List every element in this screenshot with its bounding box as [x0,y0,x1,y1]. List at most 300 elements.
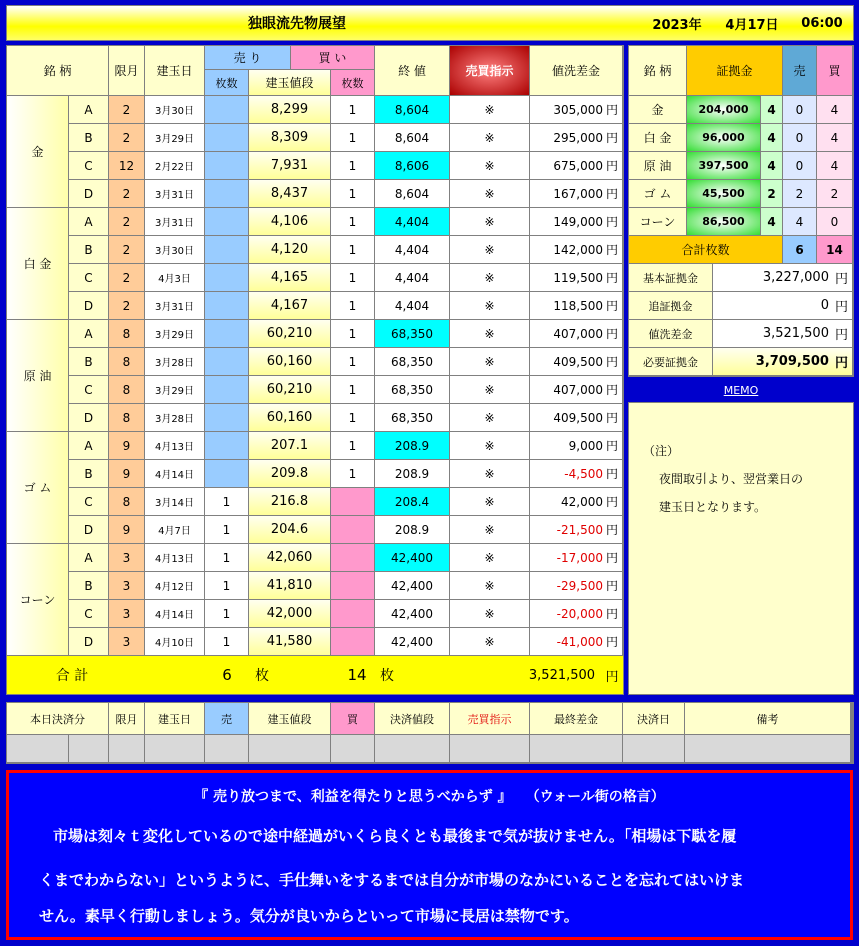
sub-contract: D [69,404,109,432]
instruction-mark[interactable]: ※ [450,544,530,572]
close-price: 208.9 [375,516,450,544]
quote-title: 『 売り放つまで、利益を得たりと思うべからず 』 （ウォール街の格言） [194,789,665,805]
memo-line: （注） [643,444,680,458]
buy-count [331,572,375,600]
contract-month: 3 [109,544,145,572]
settled-table [6,702,854,764]
contract-month: 8 [109,376,145,404]
buy-count [331,600,375,628]
open-date: 3月31日 [145,180,205,208]
sub-contract: A [69,320,109,348]
open-date: 3月29日 [145,124,205,152]
margin-sell: 2 [783,180,817,208]
sub-contract: D [69,516,109,544]
settled-header: 限月 [109,703,145,735]
buy-count: 1 [331,460,375,488]
diff-cell [530,320,623,348]
open-date: 3月29日 [145,320,205,348]
header-month: 限月 [109,46,145,96]
open-price: 4,165 [249,264,331,292]
open-price: 4,106 [249,208,331,236]
contract-month: 3 [109,628,145,656]
summary-value: 3,521,500 [762,326,829,341]
yen-unit: 円 [834,300,848,315]
open-date: 3月31日 [145,208,205,236]
margin-brand: 原 油 [629,152,687,180]
sub-contract: D [69,628,109,656]
summary-label: 必要証拠金 [629,348,713,376]
summary-label: 値洗差金 [629,320,713,348]
diff-value: -21,500 [556,522,603,537]
sell-count [205,264,249,292]
summary-value: 3,709,500 [755,354,829,369]
settled-cell [145,735,205,763]
open-price: 209.8 [249,460,331,488]
sell-count [205,292,249,320]
yen-unit: 円 [605,439,618,453]
summary-value-cell [713,292,853,320]
sell-count [205,460,249,488]
close-price: 4,404 [375,292,450,320]
yen-unit: 円 [834,328,848,343]
margin-multiplier: 4 [761,152,783,180]
margin-multiplier: 4 [761,208,783,236]
buy-count: 1 [331,124,375,152]
sell-count: 1 [205,572,249,600]
summary-value: 3,227,000 [762,270,829,285]
diff-value: 305,000 [553,102,603,117]
sub-contract: B [69,572,109,600]
open-price: 60,160 [249,404,331,432]
open-price: 204.6 [249,516,331,544]
settled-cell [530,735,623,763]
instruction-mark[interactable]: ※ [450,460,530,488]
yen-unit: 円 [605,299,618,313]
yen-unit: 円 [605,383,618,397]
sell-count [205,404,249,432]
diff-value: -20,000 [556,606,603,621]
yen-unit: 円 [605,131,618,145]
close-price: 8,606 [375,152,450,180]
instruction-mark[interactable]: ※ [450,320,530,348]
quote-panel [6,770,853,940]
diff-cell [530,572,623,600]
sub-contract: B [69,236,109,264]
open-price: 60,160 [249,348,331,376]
sell-count [205,432,249,460]
open-price: 60,210 [249,376,331,404]
close-price: 4,404 [375,264,450,292]
sell-count [205,208,249,236]
header-open-date: 建玉日 [145,46,205,96]
margin-total-sell: 6 [783,236,817,264]
settled-cell [109,735,145,763]
diff-cell [530,348,623,376]
settled-header: 売 [205,703,249,735]
contract-month: 12 [109,152,145,180]
close-price: 4,404 [375,236,450,264]
diff-value: 42,000 [560,494,603,509]
sub-contract: C [69,488,109,516]
diff-value: 149,000 [553,214,603,229]
buy-count: 1 [331,180,375,208]
brand-name: 原 油 [7,320,69,432]
contract-month: 9 [109,432,145,460]
header-open-price: 建玉値段 [249,70,331,96]
diff-cell [530,236,623,264]
close-price: 42,400 [375,600,450,628]
page-title: 独眼流先物展望 [248,16,346,32]
yen-unit: 円 [605,495,618,509]
margin-multiplier: 2 [761,180,783,208]
close-price: 208.4 [375,488,450,516]
summary-value: 0 [820,298,829,313]
header-close: 終 値 [375,46,450,96]
header-buy-count: 枚数 [331,70,375,96]
yen-unit: 円 [605,579,618,593]
diff-cell [530,488,623,516]
total-sell-unit: 枚 [255,668,269,684]
summary-value-cell [713,348,853,376]
open-price: 207.1 [249,432,331,460]
buy-count: 1 [331,264,375,292]
date-label: 4月17日 [725,17,779,33]
instruction-mark[interactable]: ※ [450,208,530,236]
contract-month: 9 [109,516,145,544]
open-price: 8,437 [249,180,331,208]
open-date: 4月3日 [145,264,205,292]
margin-total-label: 合計枚数 [629,236,783,264]
sell-count [205,320,249,348]
sell-count [205,376,249,404]
sub-contract: A [69,208,109,236]
settled-header: 最終差金 [530,703,623,735]
sell-count [205,180,249,208]
total-buy-unit: 枚 [380,668,394,684]
margin-table [628,45,854,377]
total-label: 合 計 [55,668,89,684]
margin-value: 86,500 [687,208,761,236]
memo-header [628,380,854,400]
margin-buy: 0 [817,208,853,236]
diff-value: 142,000 [553,242,603,257]
margin-multiplier: 4 [761,124,783,152]
close-price: 68,350 [375,376,450,404]
close-price: 42,400 [375,572,450,600]
sub-contract: B [69,348,109,376]
diff-cell [530,180,623,208]
settled-header: 建玉値段 [249,703,331,735]
instruction-mark[interactable]: ※ [450,264,530,292]
total-diff: 3,521,500 [528,667,596,683]
yen-unit: 円 [605,551,618,565]
open-price: 42,060 [249,544,331,572]
buy-count: 1 [331,96,375,124]
settled-cell [205,735,249,763]
contract-month: 3 [109,572,145,600]
margin-brand: ゴ ム [629,180,687,208]
instruction-mark[interactable]: ※ [450,516,530,544]
buy-count: 1 [331,376,375,404]
settled-cell [249,735,331,763]
quote-line: 市場は刻々ｔ変化しているので途中経過がいくら良くとも最後まで気が抜けません。「相場は下駄を履 [53,827,737,845]
margin-brand: コーン [629,208,687,236]
margin-value: 45,500 [687,180,761,208]
diff-cell [530,264,623,292]
diff-cell [530,376,623,404]
buy-count: 1 [331,404,375,432]
sub-contract: C [69,600,109,628]
yen-unit: 円 [834,272,848,287]
diff-value: 407,000 [553,382,603,397]
instruction-mark[interactable]: ※ [450,600,530,628]
instruction-mark[interactable]: ※ [450,236,530,264]
yen-unit: 円 [605,215,618,229]
yen-unit: 円 [605,187,618,201]
instruction-mark[interactable]: ※ [450,432,530,460]
sub-contract: A [69,96,109,124]
open-price: 60,210 [249,320,331,348]
instruction-mark[interactable]: ※ [450,96,530,124]
settled-header: 決済日 [623,703,685,735]
contract-month: 2 [109,236,145,264]
instruction-mark[interactable]: ※ [450,152,530,180]
open-date: 3月28日 [145,348,205,376]
yen-unit: 円 [605,103,618,117]
diff-value: 409,500 [553,354,603,369]
buy-count [331,544,375,572]
open-date: 3月28日 [145,404,205,432]
brand-name: コーン [7,544,69,656]
settled-cell [623,735,685,763]
diff-cell [530,600,623,628]
sub-contract: C [69,264,109,292]
close-price: 208.9 [375,460,450,488]
yen-unit: 円 [605,243,618,257]
contract-month: 2 [109,124,145,152]
buy-count [331,628,375,656]
sub-contract: D [69,292,109,320]
sell-count [205,96,249,124]
margin-buy: 4 [817,152,853,180]
instruction-mark[interactable]: ※ [450,180,530,208]
sell-count: 1 [205,544,249,572]
diff-cell [530,404,623,432]
yen-unit: 円 [605,327,618,341]
close-price: 68,350 [375,348,450,376]
close-price: 68,350 [375,404,450,432]
margin-header-brand: 銘 柄 [629,46,687,96]
margin-buy: 4 [817,124,853,152]
open-price: 4,120 [249,236,331,264]
diff-value: 167,000 [553,186,603,201]
positions-table [6,45,624,695]
header-instruction: 売買指示 [450,46,530,96]
sell-count: 1 [205,516,249,544]
quote-line: せん。素早く行動しましょう。気分が良いからといって市場に長居は禁物です。 [39,907,579,925]
margin-value: 397,500 [687,152,761,180]
sell-count: 1 [205,628,249,656]
header-buy: 買 い [291,46,375,70]
open-date: 4月13日 [145,432,205,460]
contract-month: 2 [109,180,145,208]
header-brand: 銘 柄 [7,46,109,96]
open-price: 41,810 [249,572,331,600]
margin-value: 96,000 [687,124,761,152]
total-row [7,656,623,694]
close-price: 42,400 [375,628,450,656]
time-label: 06:00 [801,15,843,31]
close-price: 8,604 [375,96,450,124]
contract-month: 8 [109,348,145,376]
buy-count [331,488,375,516]
open-date: 3月29日 [145,376,205,404]
sub-contract: A [69,544,109,572]
sell-count [205,124,249,152]
brand-name: ゴ ム [7,432,69,544]
diff-value: 407,000 [553,326,603,341]
buy-count: 1 [331,292,375,320]
memo-link[interactable]: MEMO [723,383,759,397]
open-date: 4月12日 [145,572,205,600]
memo-line: 夜間取引より、翌営業日の [659,472,804,486]
instruction-mark[interactable]: ※ [450,376,530,404]
memo-line: 建玉日となります。 [659,500,767,514]
settled-header: 売買指示 [450,703,530,735]
open-price: 216.8 [249,488,331,516]
close-price: 42,400 [375,544,450,572]
margin-total-buy: 14 [817,236,853,264]
margin-buy: 2 [817,180,853,208]
summary-value-cell [713,264,853,292]
open-date: 3月30日 [145,96,205,124]
header-sell: 売 り [205,46,291,70]
settled-cell [375,735,450,763]
sell-count [205,236,249,264]
margin-header-buy: 買 [817,46,853,96]
open-price: 4,167 [249,292,331,320]
settled-header: 決済値段 [375,703,450,735]
yen-unit: 円 [834,356,848,371]
diff-cell [530,292,623,320]
margin-value: 204,000 [687,96,761,124]
contract-month: 9 [109,460,145,488]
instruction-mark[interactable]: ※ [450,572,530,600]
close-price: 208.9 [375,432,450,460]
buy-count: 1 [331,208,375,236]
contract-month: 3 [109,600,145,628]
diff-cell [530,516,623,544]
instruction-mark[interactable]: ※ [450,628,530,656]
diff-value: 675,000 [553,158,603,173]
summary-value-cell [713,320,853,348]
yen-unit: 円 [605,523,618,537]
diff-value: -29,500 [556,578,603,593]
buy-count: 1 [331,320,375,348]
sub-contract: C [69,376,109,404]
quote-line: くまでわからない」というように、手仕舞いをするまでは自分が市場のなかにいることを忘れてはいけま [39,871,745,889]
open-date: 4月10日 [145,628,205,656]
contract-month: 2 [109,264,145,292]
instruction-mark[interactable]: ※ [450,124,530,152]
title-bar [6,5,854,41]
open-price: 42,000 [249,600,331,628]
close-price: 8,604 [375,124,450,152]
instruction-mark[interactable]: ※ [450,348,530,376]
header-sell-count: 枚数 [205,70,249,96]
close-price: 68,350 [375,320,450,348]
diff-value: -17,000 [556,550,603,565]
brand-name: 金 [7,96,69,208]
settled-header: 本日決済分 [7,703,109,735]
yen-unit: 円 [605,467,618,481]
margin-brand: 白 金 [629,124,687,152]
open-date: 3月31日 [145,292,205,320]
yen-unit: 円 [605,607,618,621]
diff-value: 295,000 [553,130,603,145]
instruction-mark[interactable]: ※ [450,292,530,320]
diff-cell [530,432,623,460]
diff-cell [530,544,623,572]
open-date: 4月14日 [145,460,205,488]
summary-label: 追証拠金 [629,292,713,320]
settled-cell [450,735,530,763]
sell-count: 1 [205,488,249,516]
diff-cell [530,628,623,656]
contract-month: 8 [109,404,145,432]
contract-month: 8 [109,488,145,516]
settled-header: 買 [331,703,375,735]
margin-sell: 0 [783,124,817,152]
instruction-mark[interactable]: ※ [450,404,530,432]
settled-cell [69,735,109,763]
diff-cell [530,96,623,124]
sub-contract: B [69,460,109,488]
contract-month: 2 [109,292,145,320]
margin-sell: 4 [783,208,817,236]
diff-value: 118,500 [553,298,603,313]
sell-count [205,152,249,180]
buy-count: 1 [331,348,375,376]
diff-cell [530,460,623,488]
year-label: 2023年 [652,17,702,33]
summary-label: 基本証拠金 [629,264,713,292]
diff-value: -4,500 [564,466,603,481]
margin-multiplier: 4 [761,96,783,124]
yen-unit: 円 [605,635,618,649]
contract-month: 8 [109,320,145,348]
open-price: 41,580 [249,628,331,656]
diff-cell [530,124,623,152]
yen-unit: 円 [605,411,618,425]
buy-count: 1 [331,236,375,264]
sub-contract: A [69,432,109,460]
open-date: 4月14日 [145,600,205,628]
close-price: 4,404 [375,208,450,236]
open-date: 3月30日 [145,236,205,264]
margin-buy: 4 [817,96,853,124]
yen-unit: 円 [605,355,618,369]
instruction-mark[interactable]: ※ [450,488,530,516]
sell-count: 1 [205,600,249,628]
total-buy-count: 14 [347,666,367,684]
settled-cell [7,735,69,763]
margin-header-margin: 証拠金 [687,46,783,96]
yen-unit: 円 [605,271,618,285]
total-yen: 円 [605,669,619,685]
open-date: 3月14日 [145,488,205,516]
total-sell-count: 6 [222,666,232,684]
